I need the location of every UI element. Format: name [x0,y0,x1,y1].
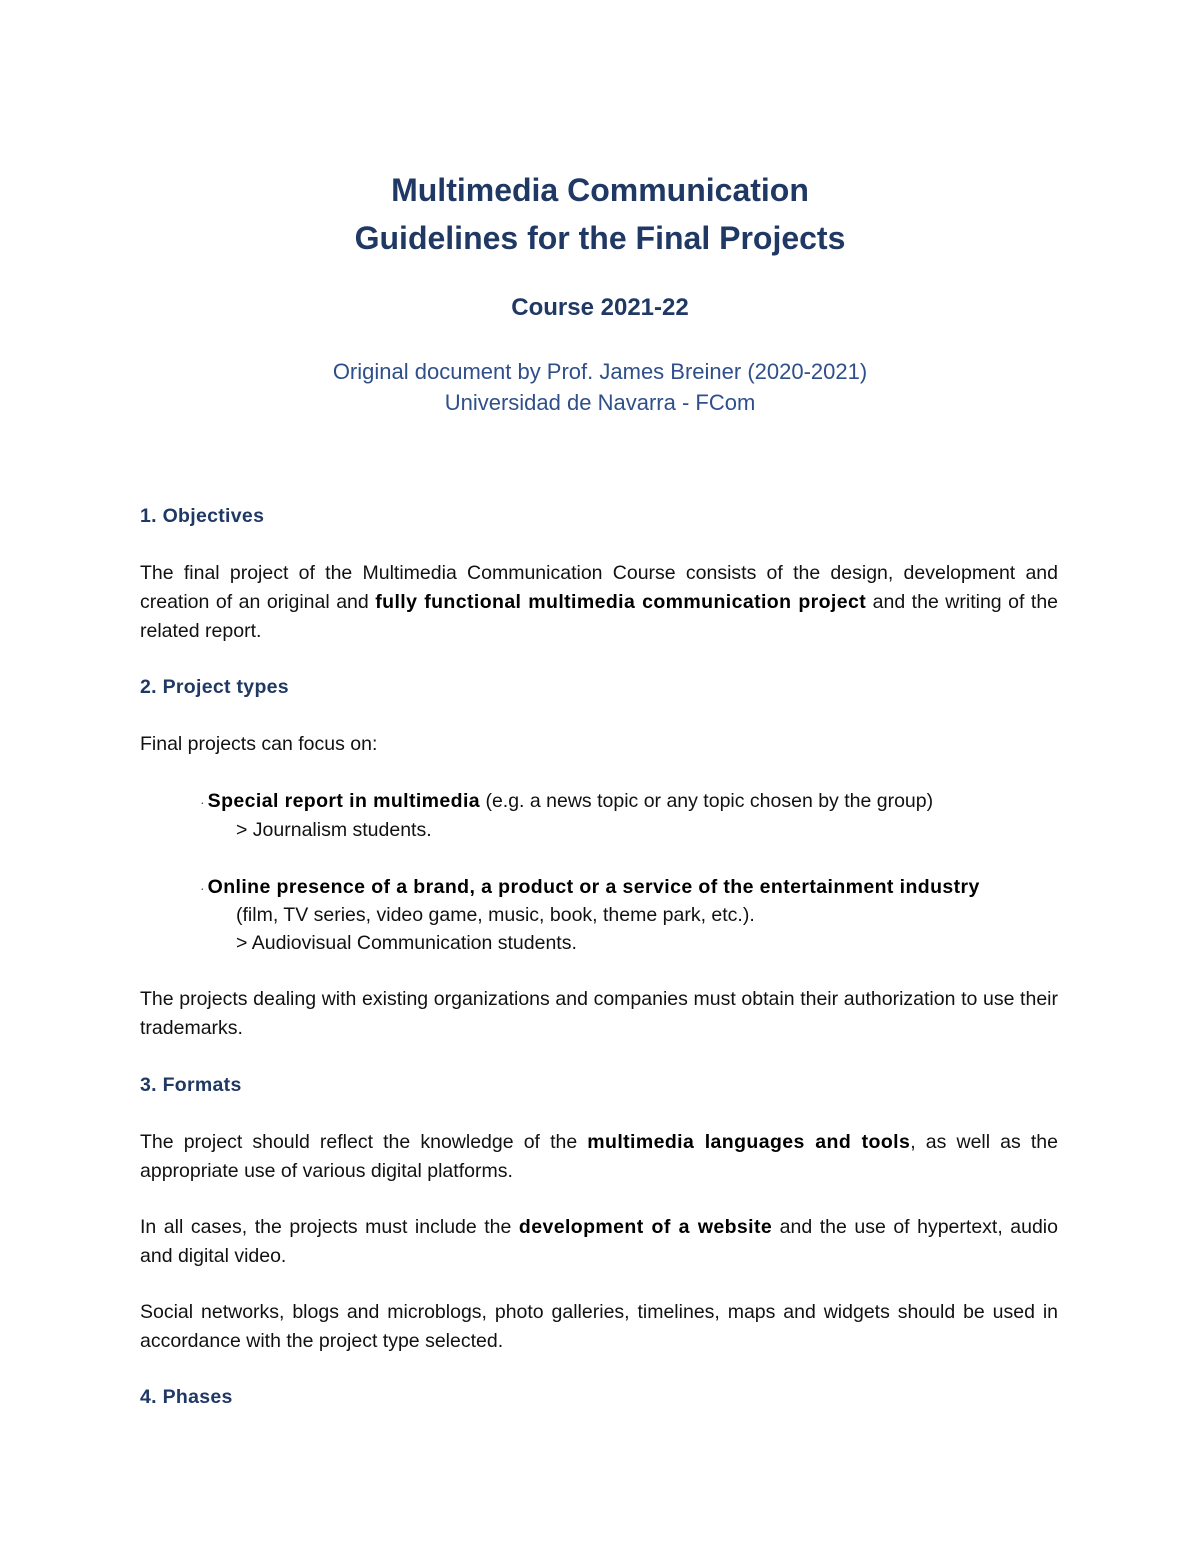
bullet-dot: · [200,880,205,896]
bullet-online-presence-audience: > Audiovisual Communication students. [236,932,577,954]
heading-formats: 3. Formats [140,1074,242,1096]
formats-paragraph-1 [140,1128,1058,1186]
heading-phases: 4. Phases [140,1386,233,1408]
title-line-1: Multimedia Communication [391,172,809,208]
credit-institution: Universidad de Navarra - FCom [444,390,756,415]
objectives-text-b: and the writing of the related report. [140,591,1059,642]
bullet-dot: · [200,794,205,810]
formats-p2-text-a: In all cases, the projects must include the [140,1216,519,1238]
bullet-special-report [200,787,933,816]
bullet-special-report-rest: (e.g. a news topic or any topic chosen by the group) [480,790,934,812]
formats-p1-text-a: The project should reflect the knowledge of the [140,1131,588,1153]
credit-block [0,356,1200,418]
formats-p1-text-b: , as well as the appropriate use of various digital platforms. [140,1131,1058,1182]
credit-author: Original document by Prof. James Breiner (2020-2021) [332,359,868,384]
objectives-bold: fully functional multimedia communication project [375,591,867,613]
bullet-special-report-bold: Special report in multimedia [207,790,481,812]
formats-p2-bold: development of a website [518,1216,773,1238]
project-types-intro: Final projects can focus on: [140,733,378,755]
bullet-online-presence-bold: Online presence of a brand, a product or a service of the entertainment industry [207,876,980,898]
formats-p2-text-b: and the use of hypertext, audio and digital video. [140,1216,1058,1267]
title-line-2: Guidelines for the Final Projects [354,220,846,256]
objectives-paragraph [140,559,1058,646]
formats-p1-bold: multimedia languages and tools [587,1131,911,1153]
document-title [0,166,1200,262]
bullet-online-presence [200,873,980,902]
bullet-special-report-audience: > Journalism students. [236,819,432,841]
heading-objectives: 1. Objectives [140,505,265,527]
course-label: Course 2021-22 [511,294,689,321]
formats-paragraph-3: Social networks, blogs and microblogs, photo galleries, timelines, maps and widgets should be used in accordance with the project type selected. [140,1301,1058,1352]
heading-project-types: 2. Project types [140,676,289,698]
bullet-online-presence-examples: (film, TV series, video game, music, book, theme park, etc.). [236,904,755,926]
formats-paragraph-2 [140,1213,1058,1271]
project-types-closing: The projects dealing with existing organizations and companies must obtain their authorization to use their trademarks. [140,988,1058,1039]
objectives-text-a: The final project of the Multimedia Communication Course consists of the design, development and creation of an original and [140,562,1058,613]
